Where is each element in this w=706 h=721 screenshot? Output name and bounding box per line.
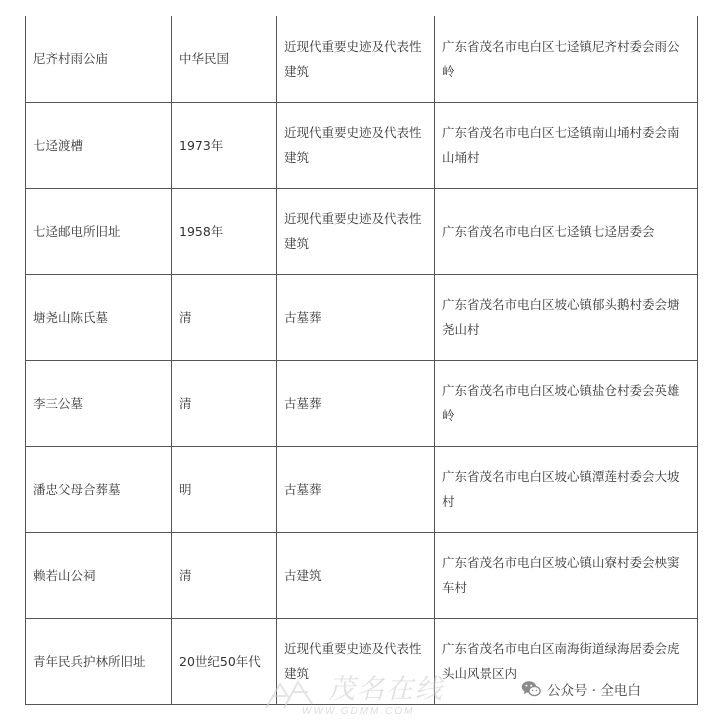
era-cell: 明: [172, 446, 277, 532]
category-cell: 古建筑: [277, 532, 435, 618]
table-row: [26, 188, 698, 274]
table-row: [26, 446, 698, 532]
era-cell: 1973年: [172, 102, 277, 188]
era-cell: 20世纪50年代: [172, 618, 277, 704]
location-cell: 广东省茂名市电白区坡心镇郁头鹅村委会塘尧山村: [435, 274, 698, 360]
location-cell: 广东省茂名市电白区坡心镇盐仓村委会英雄岭: [435, 360, 698, 446]
site-name-cell: 七迳渡槽: [26, 102, 172, 188]
location-cell: 广东省茂名市电白区七迳镇尼齐村委会雨公岭: [435, 16, 698, 102]
site-name-cell: 七迳邮电所旧址: [26, 188, 172, 274]
wechat-account-label: 公众号 · 全电白: [547, 683, 641, 699]
era-cell: 清: [172, 274, 277, 360]
heritage-table-container: [25, 16, 697, 705]
table-row: [26, 360, 698, 446]
site-name-cell: 青年民兵护林所旧址: [26, 618, 172, 704]
table-row: [26, 16, 698, 102]
site-name-cell: 李三公墓: [26, 360, 172, 446]
site-name-cell: 赖若山公祠: [26, 532, 172, 618]
category-cell: 近现代重要史迹及代表性建筑: [277, 188, 435, 274]
location-cell: 广东省茂名市电白区七迳镇七迳居委会: [435, 188, 698, 274]
site-name-cell: 尼齐村雨公庙: [26, 16, 172, 102]
era-cell: 1958年: [172, 188, 277, 274]
location-cell: 广东省茂名市电白区七迳镇南山埇村委会南山埇村: [435, 102, 698, 188]
category-cell: 近现代重要史迹及代表性建筑: [277, 16, 435, 102]
location-cell: 广东省茂名市电白区南海街道绿海居委会虎头山风景区内: [435, 618, 698, 704]
location-cell: 广东省茂名市电白区坡心镇山寮村委会柍窦车村: [435, 532, 698, 618]
category-cell: 古墓葬: [277, 360, 435, 446]
era-cell: 中华民国: [172, 16, 277, 102]
site-name-cell: 塘尧山陈氏墓: [26, 274, 172, 360]
table-row: [26, 102, 698, 188]
site-name-cell: 潘忠父母合葬墓: [26, 446, 172, 532]
category-cell: 近现代重要史迹及代表性建筑: [277, 618, 435, 704]
era-cell: 清: [172, 532, 277, 618]
watermark-brand: 茂名在线: [328, 674, 444, 705]
table-body: [26, 16, 698, 704]
category-cell: 近现代重要史迹及代表性建筑: [277, 102, 435, 188]
watermark-url: WWW.GDMM.COM: [302, 706, 415, 717]
wechat-icon: [521, 680, 541, 698]
category-cell: 古墓葬: [277, 274, 435, 360]
wechat-account-badge: [521, 678, 641, 700]
location-cell: 广东省茂名市电白区坡心镇潭莲村委会大坡村: [435, 446, 698, 532]
table-row: [26, 532, 698, 618]
category-cell: 古墓葬: [277, 446, 435, 532]
era-cell: 清: [172, 360, 277, 446]
heritage-sites-table: [25, 16, 698, 705]
table-row: [26, 274, 698, 360]
